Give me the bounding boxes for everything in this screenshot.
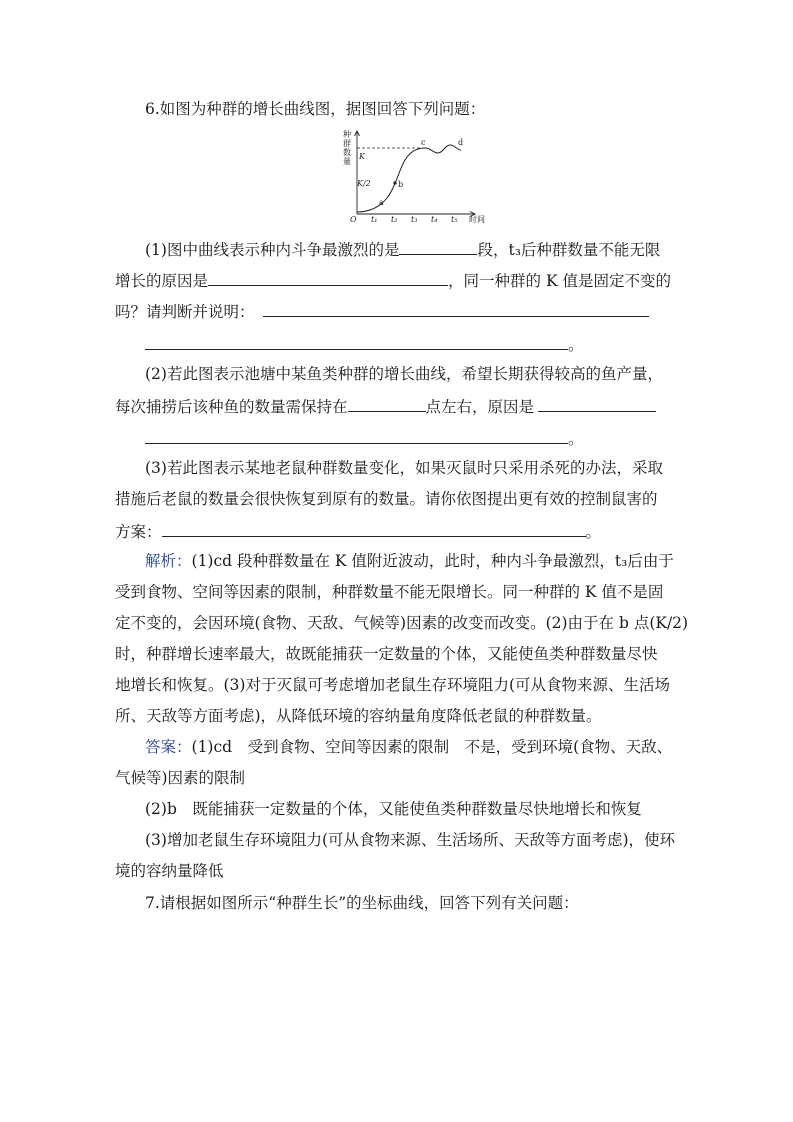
q6-p2-line1: (2)若此图表示池塘中某鱼类种群的增长曲线，希望长期获得较高的鱼产量， [145,365,663,383]
q6-p1-text-c: 增长的原因是 [115,272,209,290]
q6-p1-line3 [115,300,649,322]
point-b-dot [393,181,396,184]
answer-blank-8[interactable] [162,520,586,537]
xlabel: 时间 [469,215,485,224]
answer-line-1 [145,737,672,757]
q6-p1-text-a: (1)图中曲线表示种内斗争最激烈的是 [145,241,400,259]
point-d-label: d [458,138,464,147]
growth-curve-figure [335,128,495,224]
period: 。 [568,336,584,354]
analysis-label: 解析： [145,552,192,570]
y-tick-k: K [359,152,365,161]
q7-stem: 7.请根据如图所示“种群生长”的坐标曲线，回答下列有关问题： [145,894,579,912]
ylabel-char-3: 数 [343,148,351,157]
q6-p3-line1: (3)若此图表示某地老鼠种群数量变化，如果灭鼠时只采用杀死的办法，采取 [145,459,663,477]
q6-p1-text-e: 吗？请判断并说明： [115,303,255,321]
q6-p2-text-b: 点左右，原因是 [425,398,535,416]
ylabel-char-4: 量 [343,157,351,166]
analysis-line-5: 地增长和恢复。(3)对于灭鼠可考虑增加老鼠生存环境阻力(可从食物来源、生活场 [115,676,671,694]
answer-blank-7[interactable] [145,427,568,444]
point-a-label: a [379,198,384,207]
growth-curve [357,145,461,212]
answer-line-2: 气候等)因素的限制 [115,769,246,787]
answer-blank-2[interactable] [208,269,448,286]
answer-blank-4[interactable] [145,333,568,350]
answer-line-4: (3)增加老鼠生存环境阻力(可从食物来源、生活场所、天敌等方面考虑)，使环 [145,831,676,849]
answer-blank-6[interactable] [538,395,656,412]
answer-text-1: (1)cd 受到食物、空间等因素的限制 不是，受到环境(食物、天敌、 [191,738,673,756]
q6-p3-text-a: 方案： [115,523,162,541]
x-tick-t1: t₁ [371,215,378,224]
x-tick-t2: t₂ [391,215,398,224]
analysis-line-2: 受到食物、空间等因素的限制，种群数量不能无限增长。同一种群的 K 值不是固 [115,583,664,601]
period: 。 [585,523,602,541]
analysis-line-4: 时，种群增长速率最大，故既能捕获一定数量的个体，又能使鱼类种群数量尽快 [115,645,658,663]
answer-label: 答案： [145,738,192,756]
point-c-label: c [421,138,426,147]
y-tick-k-half: K/2 [357,179,371,188]
ylabel-char-1: 种 [343,130,351,139]
analysis-line-3: 定不变的，会因环境(食物、天敌、气候等)因素的改变而改变。(2)由于在 b 点(K/2) [115,614,689,632]
q6-p2-text-a: 每次捕捞后该种鱼的数量需保持在 [115,398,348,416]
origin-label: O [350,215,357,224]
answer-line-3: (2)b 既能捕获一定数量的个体，又能使鱼类种群数量尽快地增长和恢复 [145,800,642,818]
q6-p3-line3 [115,520,601,542]
q6-p1-line2 [115,269,671,291]
point-b-label: b [398,180,404,189]
analysis-text-1: (1)cd 段种群数量在 K 值附近波动，此时，种内斗争最激烈，t₃后由于 [191,552,674,570]
answer-blank-1[interactable] [399,238,477,255]
q6-p1-text-b: 段，t₃后种群数量不能无限 [477,241,661,259]
analysis-line-1 [145,551,674,571]
x-tick-t4: t₄ [431,215,438,224]
period: 。 [568,430,584,448]
q6-p3-line2: 措施后老鼠的数量会很快恢复到原有的数量。请你依图提出更有效的控制鼠害的 [115,490,658,508]
q6-p1-text-d: ，同一种群的 K 值是固定不变的 [448,272,671,290]
answer-blank-5[interactable] [348,395,426,412]
q6-p2-line2 [115,395,656,417]
q6-p2-line3 [145,427,584,449]
answer-line-5: 境的容纳量降低 [115,862,224,880]
ylabel-char-2: 群 [343,139,351,148]
x-tick-t3: t₃ [411,215,418,224]
analysis-line-6: 所、天敌等方面考虑)，从降低环境的容纳量角度降低老鼠的种群数量。 [115,707,602,725]
q6-p1-line4 [145,333,584,355]
answer-blank-3[interactable] [263,300,649,317]
x-tick-t5: t₅ [451,215,458,224]
q6-p1-line1 [145,238,660,260]
q6-stem: 6.如图为种群的增长曲线图，据图回答下列问题： [145,100,486,118]
